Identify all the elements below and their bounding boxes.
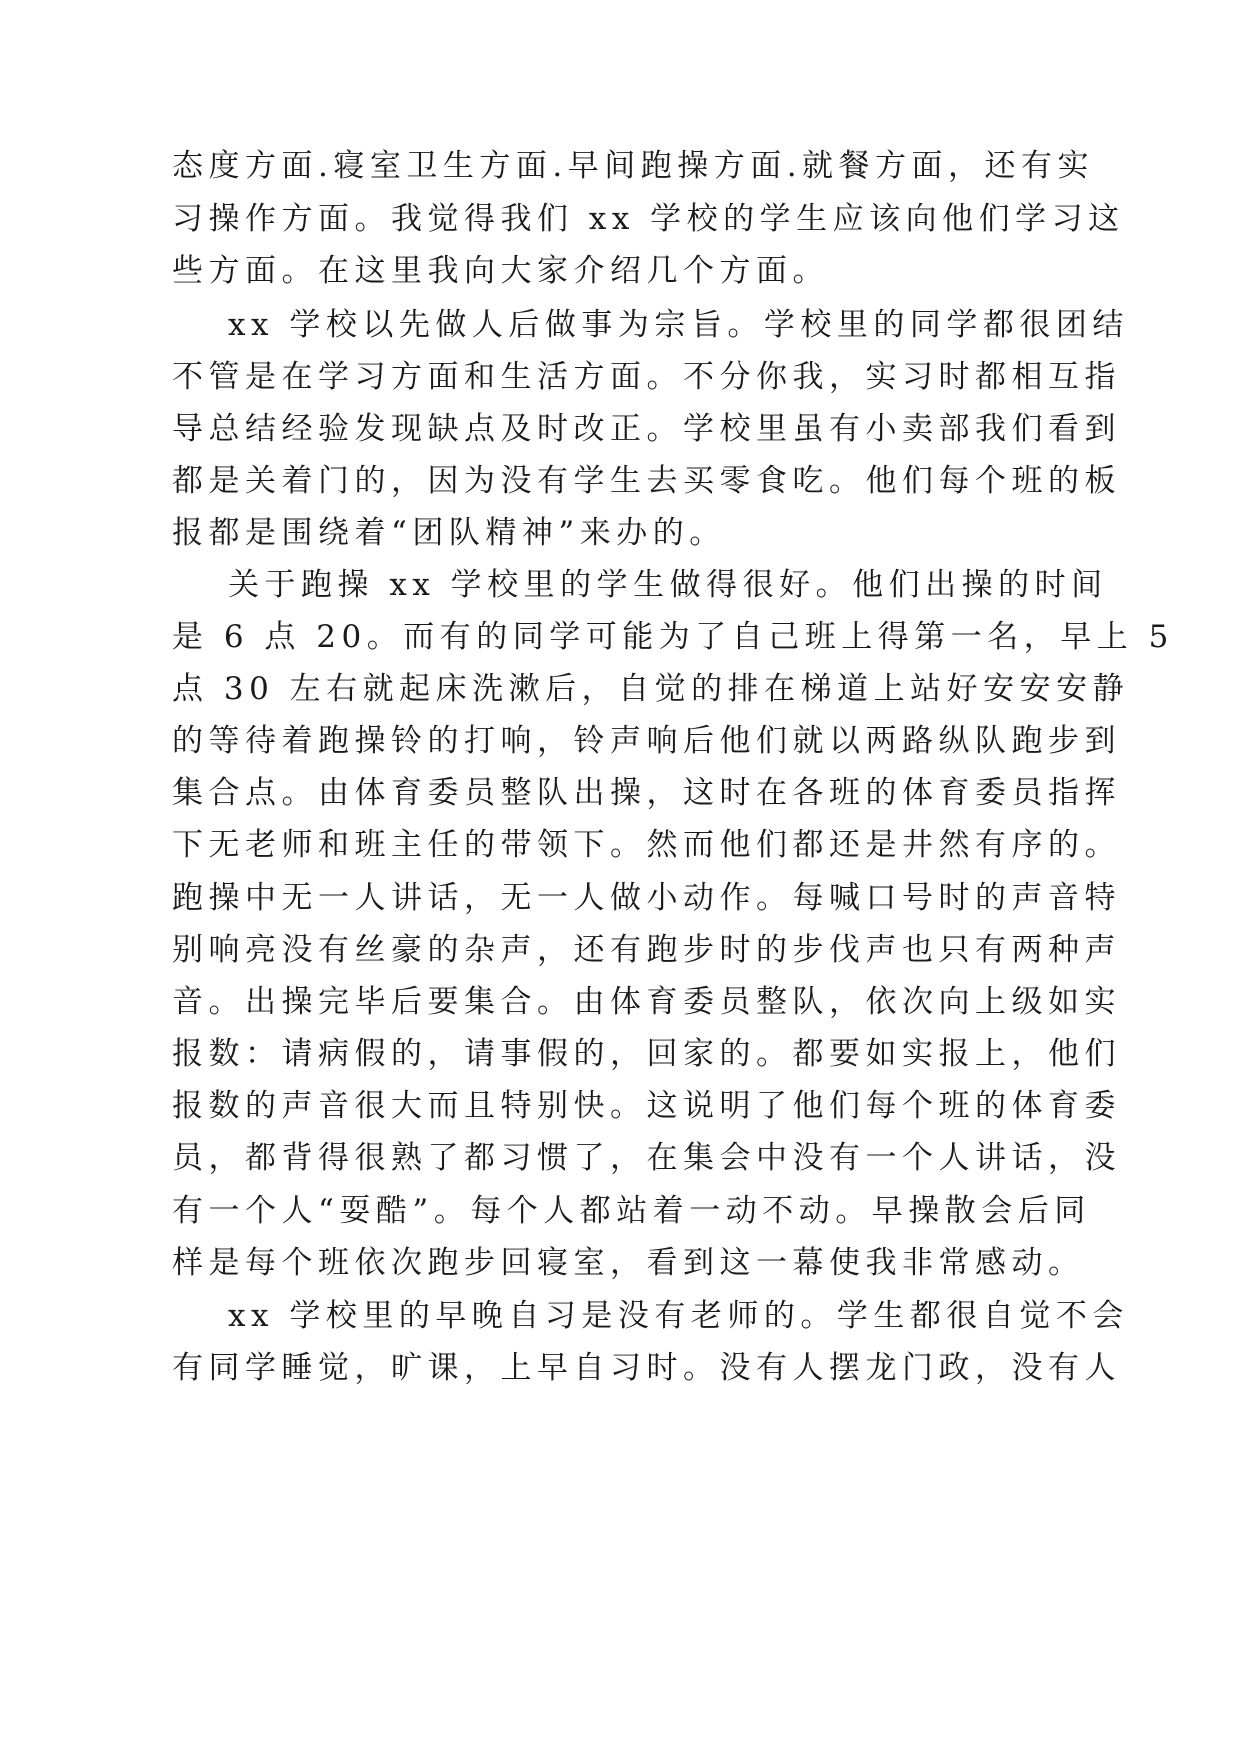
text-line: 报数：请病假的，请事假的，回家的。都要如实报上，他们 [172,1036,1121,1072]
text-line: 报数的声音很大而且特别快。这说明了他们每个班的体育委 [172,1088,1121,1124]
text-line: 点 30 左右就起床洗漱后，自觉的排在梯道上站好安安安静 [172,671,1130,707]
text-line: 下无老师和班主任的带领下。然而他们都还是井然有序的。 [172,827,1121,863]
paragraph-first-line: xx 学校里的早晚自习是没有老师的。学生都很自觉不会 [228,1298,1129,1334]
text-line: 习操作方面。我觉得我们 xx 学校的学生应该向他们学习这 [172,201,1125,237]
text-line: 些方面。在这里我向大家介绍几个方面。 [172,253,829,289]
text-line: 有一个人“耍酷”。每个人都站着一动不动。早操散会后同 [172,1193,1091,1229]
text-line: 跑操中无一人讲话，无一人做小动作。每喊口号时的声音特 [172,880,1121,916]
text-line: 集合点。由体育委员整队出操，这时在各班的体育委员指挥 [172,775,1121,811]
text-line: 有同学睡觉，旷课，上早自习时。没有人摆龙门政，没有人 [172,1350,1121,1386]
text-line: 是 6 点 20。而有的同学可能为了自己班上得第一名，早上 5 [172,619,1174,655]
text-line: 员，都背得很熟了都习惯了，在集会中没有一个人讲话，没 [172,1140,1121,1176]
paragraph-first-line: xx 学校以先做人后做事为宗旨。学校里的同学都很团结 [228,307,1129,343]
text-line: 不管是在学习方面和生活方面。不分你我，实习时都相互指 [172,359,1121,395]
text-line: 样是每个班依次跑步回寝室，看到这一幕使我非常感动。 [172,1245,1085,1281]
text-line: 态度方面.寝室卫生方面.早间跑操方面.就餐方面，还有实 [172,148,1095,184]
text-line: 音。出操完毕后要集合。由体育委员整队，依次向上级如实 [172,984,1121,1020]
text-line: 都是关着门的，因为没有学生去买零食吃。他们每个班的板 [172,463,1121,499]
text-line: 报都是围绕着“团队精神”来办的。 [172,515,726,551]
paragraph-first-line: 关于跑操 xx 学校里的学生做得很好。他们出操的时间 [228,567,1108,603]
text-line: 的等待着跑操铃的打响，铃声响后他们就以两路纵队跑步到 [172,723,1121,759]
text-line: 导总结经验发现缺点及时改正。学校里虽有小卖部我们看到 [172,411,1121,447]
text-line: 别响亮没有丝豪的杂声，还有跑步时的步伐声也只有两种声 [172,932,1121,968]
